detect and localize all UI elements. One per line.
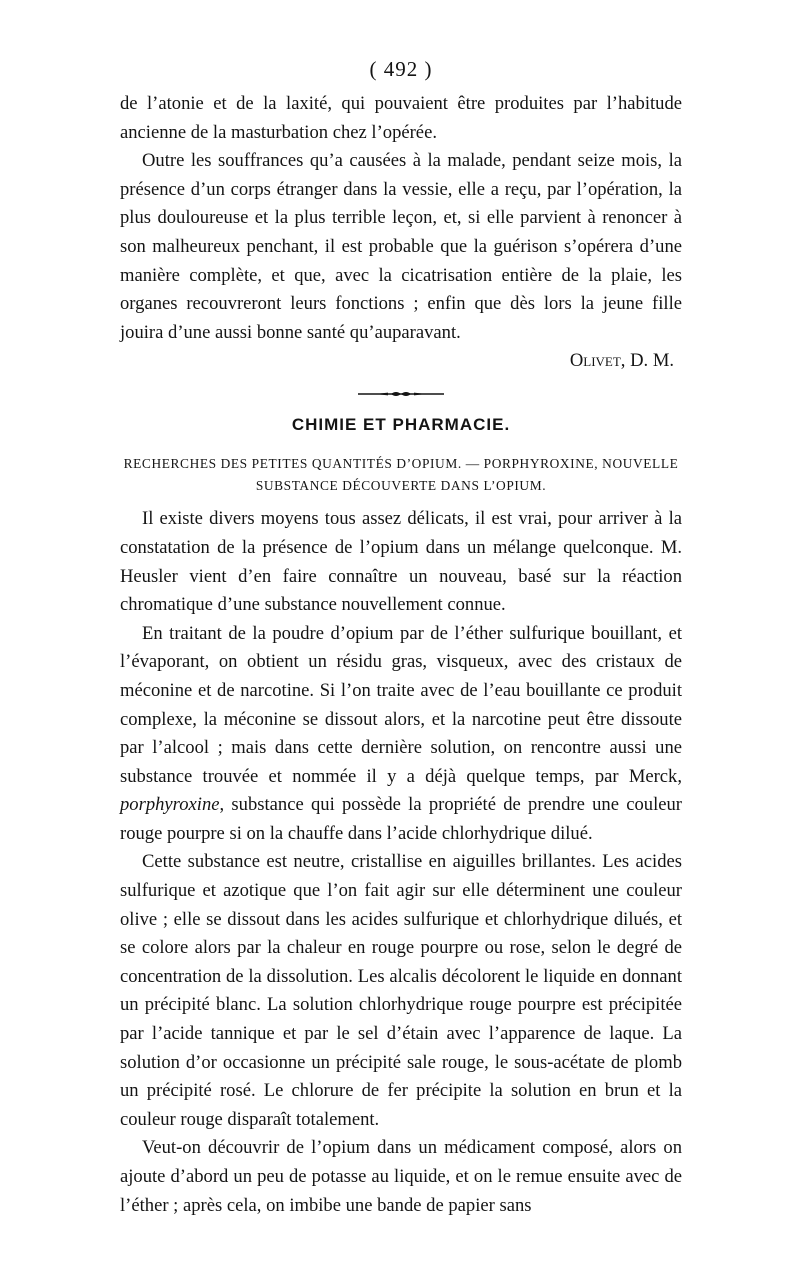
method-text-end: , substance qui possède la propriété de prendre une couleur rouge pourpre si on la chauffe dans l’acide chlorhydrique dilué. [120,794,682,844]
ornament-divider-icon [356,389,446,399]
paragraph-detection: Veut-on découvrir de l’opium dans un médicament composé, alors on ajoute d’abord un peu de potasse au liquide, et on le remue ensuite avec de l’éther ; après cela, on imbibe une bande de papier sans [120,1137,682,1216]
porphyroxine-term: porphyroxine [120,794,220,816]
paragraph-case-conclusion: Outre les souffrances qu’a causées à la malade, pendant seize mois, la présence d’un corps étranger dans la vessie, elle a reçu, par l’opération, la plus douloureuse et la plus terrible leçon, et, si elle parvient à renoncer à son malheureux penchant, il est probable que la guérison s’opérera d’une manière complète, et que, avec la cicatrisation entière de la plaie, les organes recouvreront leurs fonctions ; enfin que dès lors la jeune fille jouira d’une aussi bonne santé qu’auparavant. [120,150,682,343]
book-page [120,52,682,1220]
author-signature: Olivet, D. M. [569,350,674,372]
paragraph-intro: Il existe divers moyens tous assez délicats, il est vrai, pour arriver à la constatation de la présence de l’opium dans un mélange quelconque. M. Heusler vient d’en faire connaître un nouveau, basé sur la réaction chromatique d’une substance nouvellement connue. [120,508,682,616]
section-title: CHIMIE ET PHARMACIE. [291,415,511,435]
paragraph-method [120,620,682,849]
paragraph-properties: Cette substance est neutre, cristallise en aiguilles brillantes. Les acides sulfurique et azotique que l’on fait agir sur elle déterminent une couleur olive ; elle se dissout dans les acides sulfurique et chlorhydrique dilués, et se colore alors par la chaleur en rouge pourpre ou rose, selon le degré de concentration de la dissolution. Les alcalis décolorent le liquide en donnant un précipité blanc. La solution chlorhydrique rouge pourpre est précipitée par l’acide tannique et par le sel d’étain avec l’apparence de laque. La solution d’or occasionne un précipité sale rouge, le sous-acétate de plomb un précipité rosé. Le chlorure de fer précipite la solution en brun et la couleur rouge disparaît totalement. [120,851,682,1130]
article-subheading: RECHERCHES DES PETITES QUANTITÉS D’OPIUM. — PORPHYROXINE, NOUVELLE SUBSTANCE DÉCOUVERTE DANS L’OPIUM. [123,456,679,494]
method-text-start: En traitant de la poudre d’opium par de l’éther sulfurique bouillant, et l’évaporant, on obtient un résidu gras, visqueux, avec des cristaux de méconine et de narcotine. Si l’on traite avec de l’eau bouillante ce produit complexe, la méconine se dissout alors, et la narcotine peut être dissoute par l’alcool ; mais dans cette dernière solution, on rencontre aussi une substance trouvée et nommée il y a déjà quelque temps, par Merck, [120,622,682,787]
page-number: ( 492 ) [369,57,433,81]
paragraph-continuation: de l’atonie et de la laxité, qui pouvaient être produites par l’habitude ancienne de la masturbation chez l’opérée. [120,93,682,143]
